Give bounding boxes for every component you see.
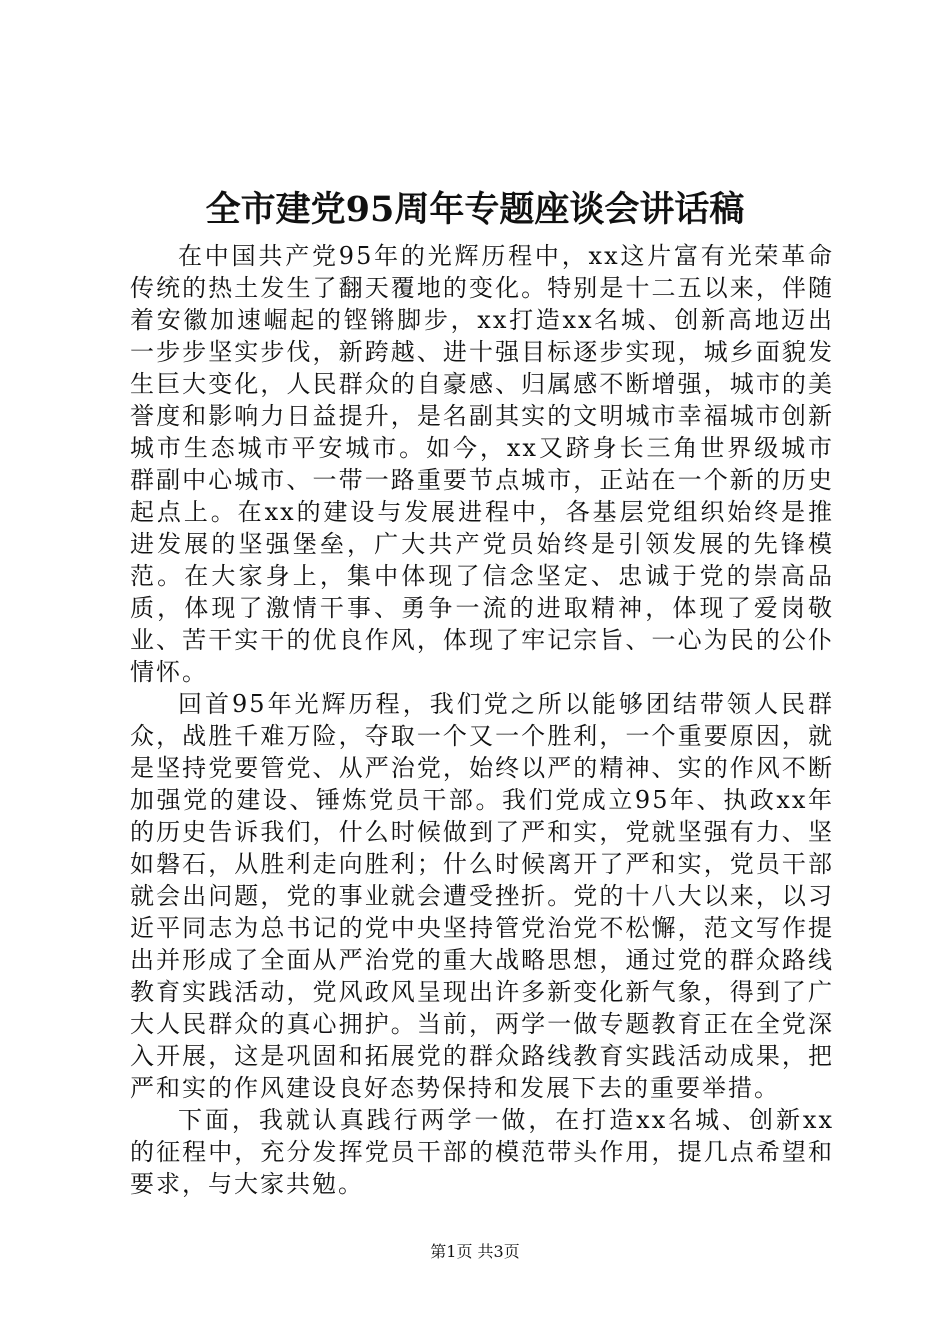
- document-title: 全市建党95周年专题座谈会讲话稿: [205, 189, 745, 230]
- paragraph-3: 下面，我就认真践行两学一做，在打造xx名城、创新xx的征程中，充分发挥党员干部的模范带头作用，提几点希望和要求，与大家共勉。: [130, 1106, 834, 1198]
- paragraph-2: 回首95年光辉历程，我们党之所以能够团结带领人民群众，战胜千难万险，夺取一个又一个胜利，一个重要原因，就是坚持党要管党、从严治党，始终以严的精神、实的作风不断加强党的建设、锤炼党员干部。我们党成立95年、执政xx年的历史告诉我们，什么时候做到了严和实，党就坚强有力、坚如磐石，从胜利走向胜利；什么时候离开了严和实，党员干部就会出问题，党的事业就会遭受挫折。党的十八大以来，以习近平同志为总书记的党中央坚持管党治党不松懈，范文写作提出并形成了全面从严治党的重大战略思想，通过党的群众路线教育实践活动，党风政风呈现出许多新变化新气象，得到了广大人民群众的真心拥护。当前，两学一做专题教育正在全党深入开展，这是巩固和拓展党的群众路线教育实践活动成果，把严和实的作风建设良好态势保持和发展下去的重要举措。: [130, 690, 834, 1102]
- paragraph-1: 在中国共产党95年的光辉历程中，xx这片富有光荣革命传统的热土发生了翻天覆地的变化。特别是十二五以来，伴随着安徽加速崛起的铿锵脚步，xx打造xx名城、创新高地迈出一步步坚实步伐，新跨越、进十强目标逐步实现，城乡面貌发生巨大变化，人民群众的自豪感、归属感不断增强，城市的美誉度和影响力日益提升，是名副其实的文明城市幸福城市创新城市生态城市平安城市。如今，xx又跻身长三角世界级城市群副中心城市、一带一路重要节点城市，正站在一个新的历史起点上。在xx的建设与发展进程中，各基层党组织始终是推进发展的坚强堡垒，广大共产党员始终是引领发展的先锋模范。在大家身上，集中体现了信念坚定、忠诚于党的崇高品质，体现了激情干事、勇争一流的进取精神，体现了爱岗敬业、苦干实干的优良作风，体现了牢记宗旨、一心为民的公仆情怀。: [130, 242, 834, 686]
- document-body: [130, 240, 834, 1200]
- page-footer: 第1页 共3页: [430, 1242, 520, 1261]
